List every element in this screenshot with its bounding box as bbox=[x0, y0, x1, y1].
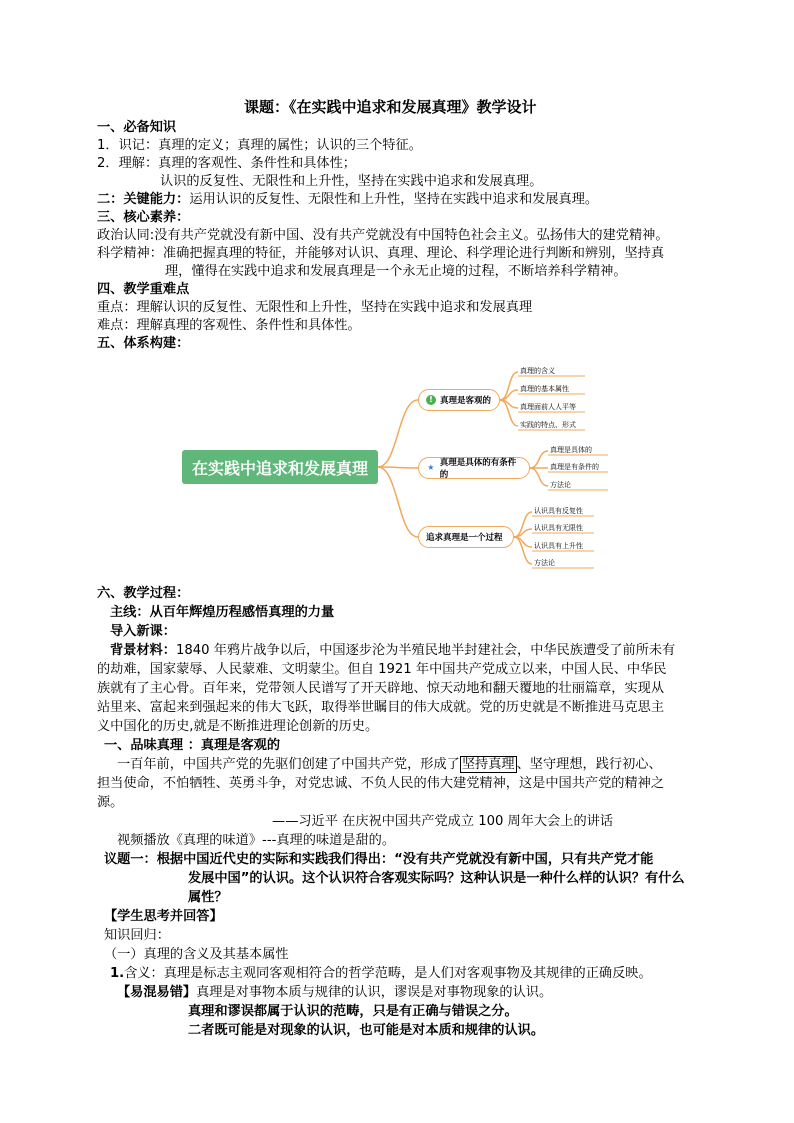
connector-branch-2 bbox=[378, 467, 418, 468]
student-response: 【学生思考并回答】 bbox=[104, 909, 223, 924]
mind-map-leaf: 真理是有条件的 bbox=[550, 463, 599, 471]
section-heading-structure: 五、体系构建： bbox=[97, 336, 190, 351]
key-ability-line bbox=[97, 191, 598, 209]
subsection-heading: （一）真理的含义及其基本属性 bbox=[104, 947, 289, 962]
mind-map-leaf: 方法论 bbox=[534, 559, 555, 567]
quote-source: ——习近平 在庆祝中国共产党成立 100 周年大会上的讲话 bbox=[272, 814, 614, 829]
mind-map-leaf: 真理的基本属性 bbox=[520, 385, 569, 393]
mind-map-leaf: 真理是具体的 bbox=[550, 446, 592, 454]
mind-map-leaf: 认识具有上升性 bbox=[534, 542, 583, 550]
confuse-label: 【易混易错】 bbox=[117, 985, 197, 1000]
knowledge-line-3: 认识的反复性、无限性和上升性，坚持在实践中追求和发展真理。 bbox=[160, 174, 543, 189]
background-line-3: 族就有了主心骨。百年来，党带领人民谱写了开天辟地、惊天动地和翻天覆地的壮丽篇章，实现从 bbox=[97, 681, 665, 696]
quote-text: 、坚守理想，践行初心、 bbox=[516, 757, 662, 772]
mind-map-leaf: 真理面前人人平等 bbox=[520, 403, 576, 411]
background-line-1 bbox=[110, 642, 675, 660]
key-ability-text: 运用认识的反复性、无限性和上升性，坚持在实践中追求和发展真理。 bbox=[189, 192, 599, 207]
mind-map-leaf: 真理的含义 bbox=[520, 367, 555, 375]
video-note: 视频播放《真理的味道》---真理的味道是甜的。 bbox=[117, 833, 396, 848]
section-heading-process: 六、教学过程： bbox=[97, 586, 190, 601]
mind-map-leaf: 实践的特点、形式 bbox=[520, 421, 576, 429]
background-text: 1840 年鸦片战争以后，中国逐步沦为半殖民地半封建社会，中华民族遭受了前所未有 bbox=[175, 643, 676, 658]
section-heading-knowledge: 一、必备知识 bbox=[97, 120, 177, 135]
intro-heading: 导入新课： bbox=[110, 624, 176, 639]
mind-map-leaf: 方法论 bbox=[550, 481, 571, 489]
info-icon: ! bbox=[426, 395, 436, 405]
topic-line-1: 议题一：根据中国近代史的实际和实践我们得出：“没有共产党就没有新中国，只有共产党才能 bbox=[104, 852, 654, 867]
mind-map-branch-objective bbox=[418, 389, 500, 411]
mind-map-leaf: 认识具有反复性 bbox=[534, 507, 583, 515]
background-line-4: 站里来、富起来到强起来的伟大飞跃，取得举世瞩目的伟大成就。党的历史就是不断推进马克思主 bbox=[97, 700, 665, 715]
knowledge-line-2: 2．理解：真理的客观性、条件性和具体性； bbox=[97, 156, 356, 171]
confuse-text: 真理是对事物本质与规律的认识，谬误是对事物现象的认识。 bbox=[196, 985, 553, 1000]
main-line: 主线：从百年辉煌历程感悟真理的力量 bbox=[110, 605, 335, 620]
definition-line bbox=[110, 965, 652, 983]
branch-label: 真理是具体的有条件的 bbox=[439, 458, 517, 480]
confuse-line-3: 二者既可能是对现象的认识，也可能是对本质和规律的认识。 bbox=[188, 1023, 545, 1038]
literacy-line-1: 政治认同:没有共产党就没有新中国、没有共产党就没有中国特色社会主义。弘扬伟大的建党精神。 bbox=[97, 228, 669, 243]
mind-map-leaf: 认识具有无限性 bbox=[534, 524, 583, 532]
quote-line-2: 担当使命，不怕牺牲、英勇斗争，对党忠诚、不负人民的伟大建党精神，这是中国共产党的精神之 bbox=[97, 776, 665, 791]
literacy-line-2: 科学精神：准确把握真理的特征，并能够对认识、真理、理论、科学理论进行判断和辨别，坚持真 bbox=[97, 246, 665, 261]
literacy-line-3: 理，懂得在实践中追求和发展真理是一个永无止境的过程，不断培养科学精神。 bbox=[165, 264, 627, 279]
topic-line-2: 发展中国”的认识。这个认识符合客观实际吗？这种认识是一种什么样的认识？有什么 bbox=[188, 871, 685, 886]
review-heading: 知识回归： bbox=[104, 928, 170, 943]
mind-map bbox=[180, 362, 620, 577]
definition-text: 含义：真理是标志主观同客观相符合的哲学范畴，是人们对客观事物及其规律的正确反映。 bbox=[124, 966, 652, 981]
mind-map-branch-conditional bbox=[418, 457, 530, 479]
key-ability-label: 二：关键能力： bbox=[97, 192, 190, 207]
boxed-keyword: 坚持真理 bbox=[461, 757, 515, 772]
topic-line-3: 属性？ bbox=[188, 890, 228, 905]
branch-label: 真理是客观的 bbox=[440, 396, 492, 406]
connector-branch-1 bbox=[378, 400, 418, 467]
part-one-heading: 一、品味真理 ：真理是客观的 bbox=[104, 738, 281, 753]
connector-leaf bbox=[530, 451, 548, 468]
background-label: 背景材料： bbox=[110, 643, 176, 658]
connector-leaf bbox=[530, 468, 548, 486]
document-title: 课题：《在实践中追求和发展真理》教学设计 bbox=[244, 98, 537, 116]
definition-number: 1. bbox=[110, 966, 125, 981]
connector-branch-3 bbox=[378, 467, 418, 537]
star-icon: ★ bbox=[427, 463, 435, 472]
mind-map-center-node: 在实践中追求和发展真理 bbox=[182, 450, 378, 484]
confuse-line-2: 真理和谬误都属于认识的范畴，只是有正确与错误之分。 bbox=[188, 1004, 518, 1019]
background-line-2: 的劫难，国家蒙辱、人民蒙难、文明蒙尘。但自 1921 年中国共产党成立以来，中国人民、中华民 bbox=[97, 662, 667, 677]
knowledge-line-1: 1．识记：真理的定义；真理的属性；认识的三个特征。 bbox=[97, 138, 422, 153]
section-heading-focus: 四、教学重难点 bbox=[97, 282, 190, 297]
mind-map-branch-process bbox=[418, 526, 514, 548]
focus-line-1: 重点：理解认识的反复性、无限性和上升性，坚持在实践中追求和发展真理 bbox=[97, 300, 533, 315]
quote-line-3: 源。 bbox=[97, 795, 124, 810]
section-heading-literacy: 三、核心素养： bbox=[97, 210, 190, 225]
quote-line-1 bbox=[117, 756, 662, 774]
background-line-5: 义中国化的历史,就是不断推进理论创新的历史。 bbox=[97, 719, 379, 734]
quote-text: 一百年前，中国共产党的先驱们创建了中国共产党，形成了 bbox=[117, 757, 460, 772]
focus-line-2: 难点：理解真理的客观性、条件性和具体性。 bbox=[97, 318, 361, 333]
branch-label: 追求真理是一个过程 bbox=[426, 533, 503, 543]
confuse-line-1 bbox=[117, 984, 552, 1002]
